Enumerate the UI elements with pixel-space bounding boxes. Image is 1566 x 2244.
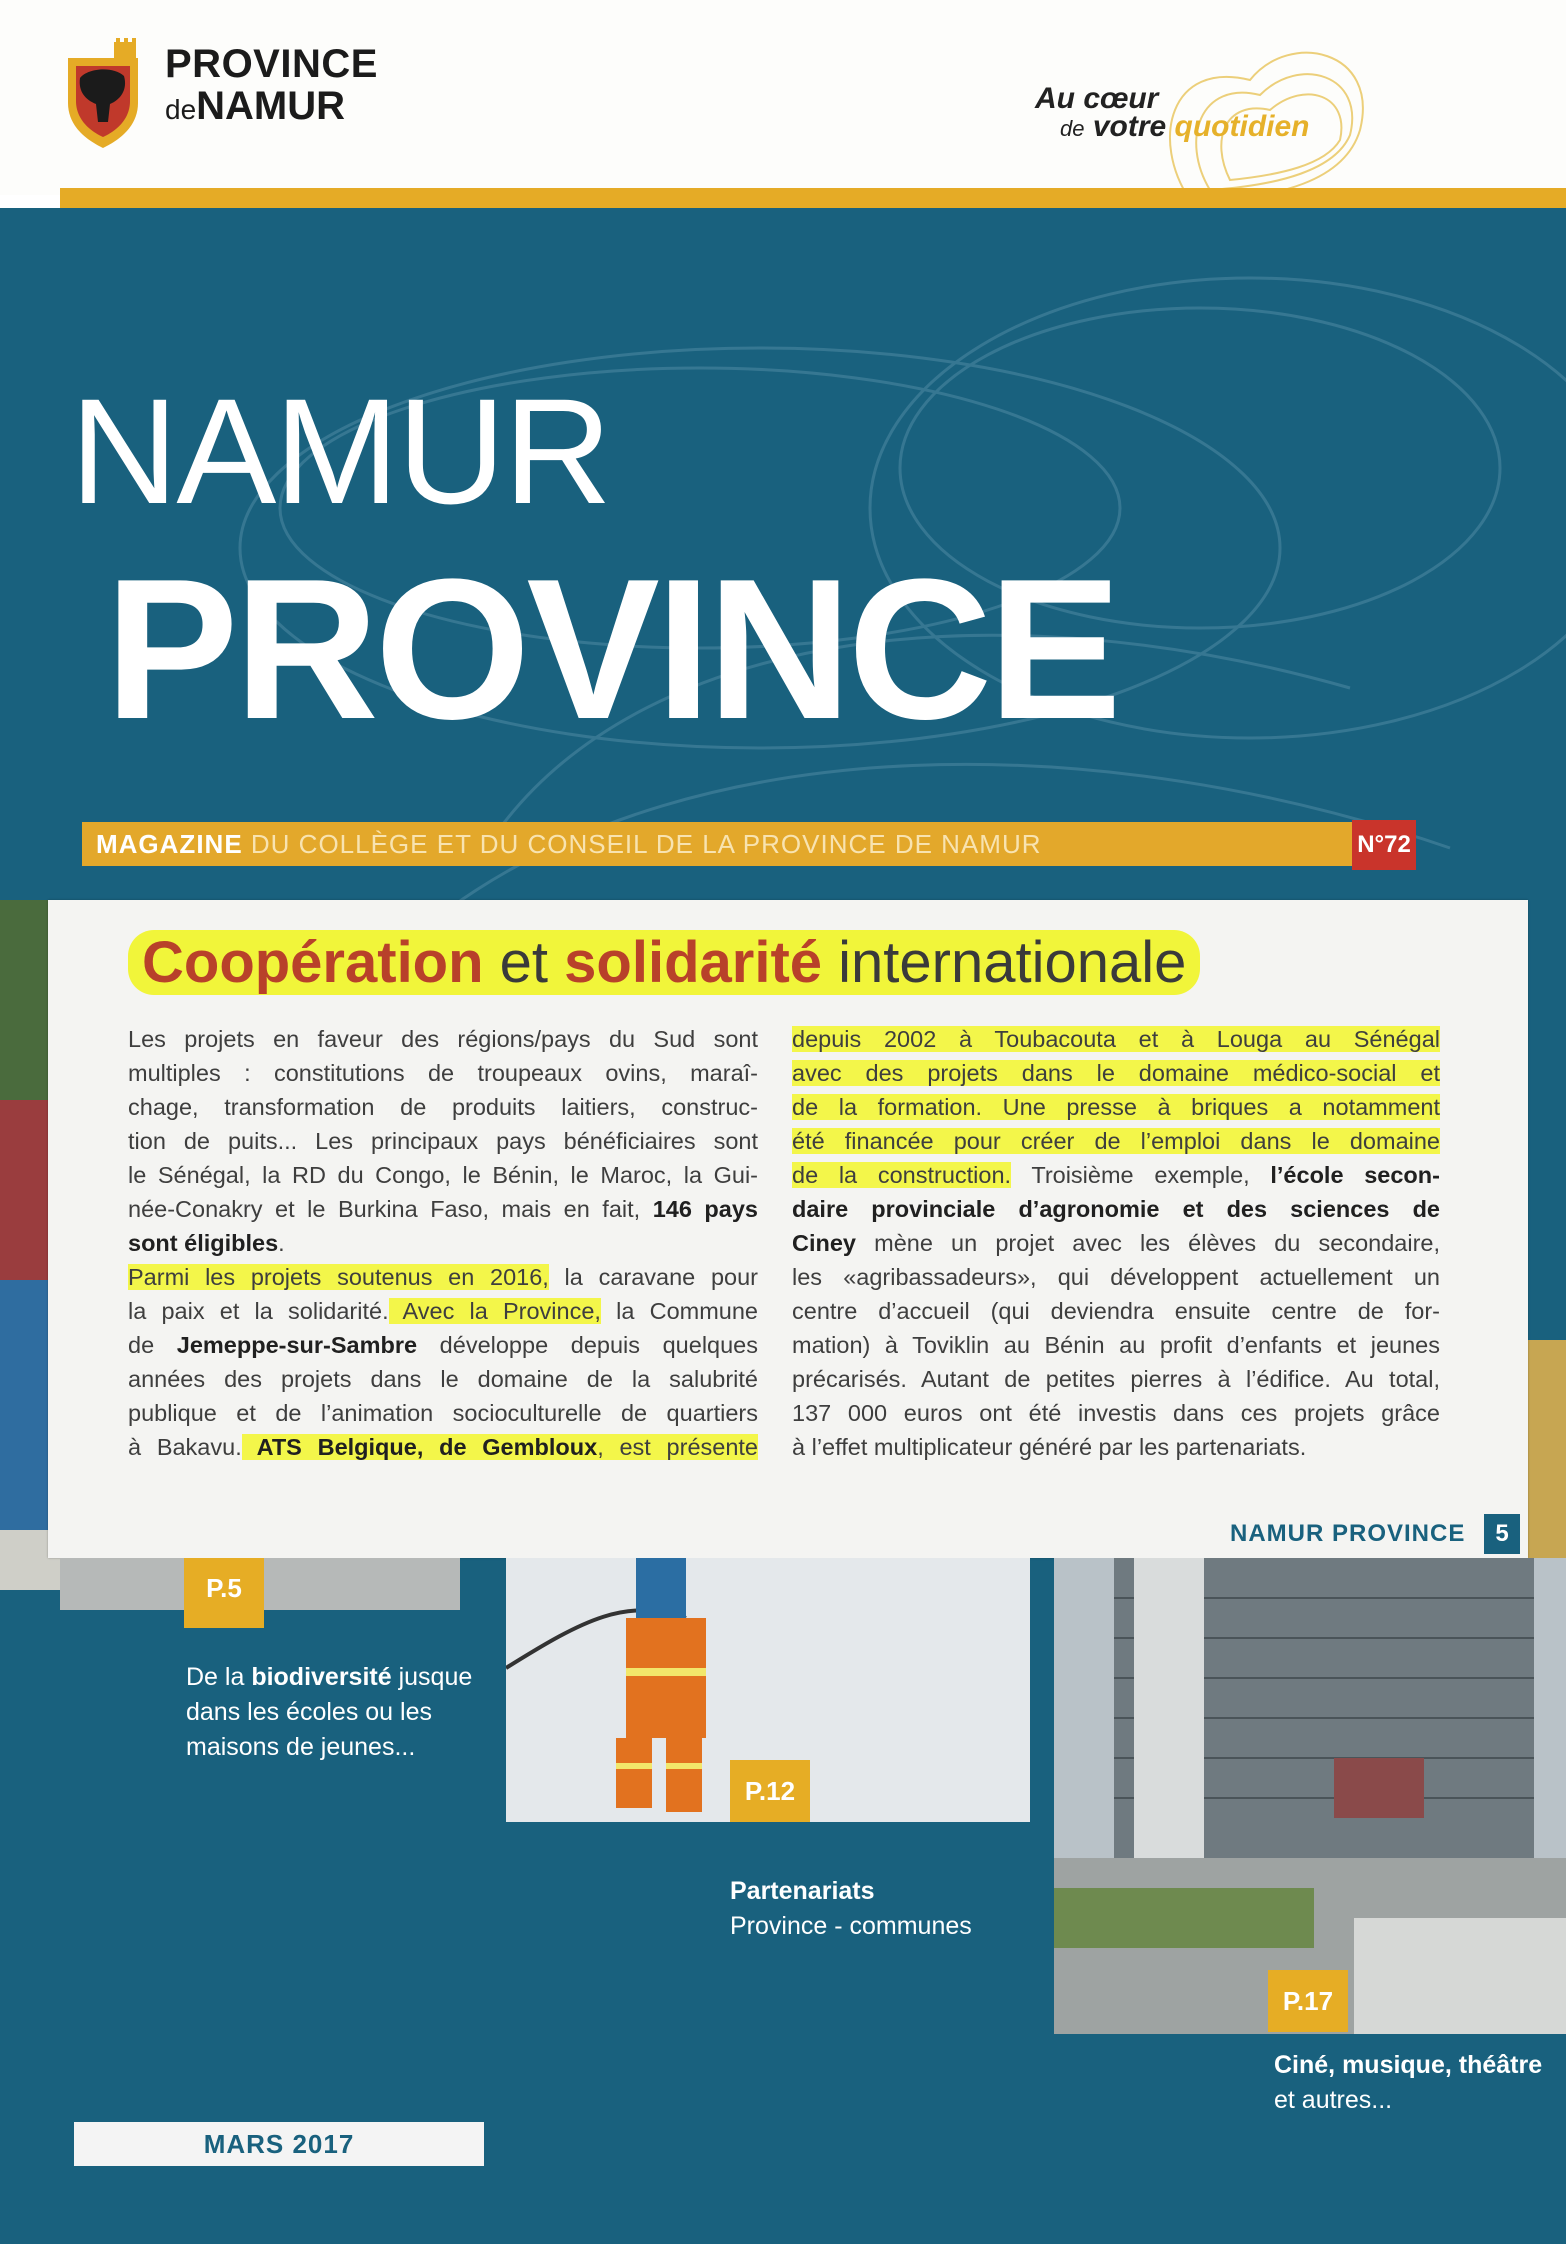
article-title-word1: Coopération xyxy=(142,930,484,995)
page-ref-badge-p12: P.12 xyxy=(730,1760,810,1822)
highlighted-run: de la formation. Une presse à briques a notamment xyxy=(792,1094,1440,1120)
text-line xyxy=(128,1260,758,1294)
text-line: les «agribassadeurs», qui développent actuellement un xyxy=(792,1264,1440,1290)
text-line: 137 000 euros ont été investis dans ces projets grâce xyxy=(792,1400,1440,1426)
teaser-text: De la xyxy=(186,1663,252,1691)
text-line xyxy=(128,1294,758,1328)
highlighted-run: avec des projets dans le domaine médico-social et xyxy=(792,1060,1440,1086)
magazine-rest: DU COLLÈGE ET DU CONSEIL DE LA PROVINCE DE NAMUR xyxy=(242,829,1042,859)
text-line xyxy=(792,1192,1440,1226)
highlighted-run: depuis 2002 à Toubacouta et à Louga au Sénégal xyxy=(792,1026,1440,1052)
teaser-text-bold: biodiversité xyxy=(251,1663,392,1691)
province-shield-logo-icon xyxy=(58,38,148,150)
text-line: centre d’accueil (qui deviendra ensuite centre de for- xyxy=(792,1298,1440,1324)
highlighted-run: Avec la Province, xyxy=(388,1298,601,1324)
text-run-bold: Ciney xyxy=(792,1230,856,1256)
text-run: née-Conakry et le Burkina Faso, mais en fait, xyxy=(128,1196,641,1222)
page-number-badge: 5 xyxy=(1484,1514,1520,1554)
text-run-bold: l’école secon- xyxy=(1270,1162,1440,1188)
text-line: Les projets en faveur des régions/pays du Sud sont xyxy=(128,1026,758,1052)
article-title-word3: solidarité xyxy=(564,930,823,995)
highlighted-run: de la construction. xyxy=(792,1162,1012,1188)
text-line: publique et de l’animation socioculturelle de quartiers xyxy=(128,1400,758,1426)
page-ref-badge-p17: P.17 xyxy=(1268,1970,1348,2032)
text-line: années des projets dans le domaine de la salubrité xyxy=(128,1366,758,1392)
cover-title-province: PROVINCE xyxy=(105,538,1118,761)
highlighted-run: , est présente xyxy=(597,1434,759,1460)
text-line xyxy=(128,1226,758,1260)
page-ref-badge-p5: P.5 xyxy=(184,1558,264,1628)
text-run: . xyxy=(278,1230,285,1256)
tagline-de: de xyxy=(1060,116,1085,141)
text-line: à l’effet multiplicateur généré par les partenariats. xyxy=(792,1434,1307,1460)
text-line xyxy=(128,1328,758,1362)
teaser-text-bold: Partenariats xyxy=(730,1877,875,1905)
logo-de: de xyxy=(165,94,197,125)
teaser-partnerships xyxy=(730,1874,990,1944)
article-footer-label: NAMUR PROVINCE xyxy=(1230,1520,1466,1547)
logo-wordmark-line1: PROVINCE xyxy=(165,42,378,86)
text-run: de xyxy=(128,1332,177,1358)
article-title xyxy=(128,930,1200,997)
text-run-bold: sont éligibles xyxy=(128,1230,279,1256)
teaser-culture xyxy=(1274,2048,1554,2118)
magazine-subtitle-band xyxy=(82,822,1372,866)
tagline-line1: Au cœur xyxy=(1035,82,1159,115)
text-run-bold: Jemeppe-sur-Sambre xyxy=(176,1332,418,1358)
building-photo xyxy=(1054,1558,1566,2034)
gold-band-divider xyxy=(60,188,1566,208)
logo-wordmark-line2 xyxy=(165,84,345,129)
text-line xyxy=(792,1158,1440,1192)
text-line xyxy=(128,1192,758,1226)
tagline-quotidien: quotidien xyxy=(1174,110,1310,143)
teaser-text: et autres... xyxy=(1274,2086,1393,2114)
text-run: la Commune xyxy=(600,1298,758,1324)
article-title-word2: et xyxy=(483,930,565,995)
text-run: la caravane pour xyxy=(548,1264,758,1290)
text-line xyxy=(792,1056,1440,1090)
article-title-word4: internationale xyxy=(822,930,1187,995)
issue-date-label: MARS 2017 xyxy=(74,2122,484,2166)
text-line xyxy=(792,1090,1440,1124)
teaser-text: jusque dans les écoles ou les maisons de jeunes... xyxy=(186,1663,473,1761)
tagline-votre: votre xyxy=(1084,110,1175,143)
text-line: mation) à Toviklin au Bénin au profit d’enfants et jeunes xyxy=(792,1332,1440,1358)
article-column-right xyxy=(792,1022,1440,1464)
text-run-bold: 146 pays xyxy=(640,1196,758,1222)
magazine-label: MAGAZINE xyxy=(96,829,243,859)
text-line: chage, transformation de produits laitiers, construc- xyxy=(128,1094,758,1120)
text-run: Troisième exemple, xyxy=(1011,1162,1271,1188)
highlighted-run: été financée pour créer de l’emploi dans le domaine xyxy=(792,1128,1440,1154)
text-line: tion de puits... Les principaux pays bénéficiaires sont xyxy=(128,1128,758,1154)
article-column-left xyxy=(128,1022,758,1464)
logo-namur: NAMUR xyxy=(196,84,346,128)
highlighted-run-bold: ATS Belgique, de Gembloux xyxy=(241,1434,598,1460)
tagline-line2 xyxy=(1060,110,1310,144)
teaser-biodiversity xyxy=(186,1660,506,1765)
text-line xyxy=(792,1124,1440,1158)
text-run: mène un projet avec les élèves du secondaire, xyxy=(856,1230,1440,1256)
cover-title-namur: NAMUR xyxy=(70,367,610,535)
text-run: à Bakavu. xyxy=(128,1434,242,1460)
text-run-bold: daire provinciale d’agronomie et des sciences de xyxy=(792,1196,1440,1222)
text-line xyxy=(792,1226,1440,1260)
teaser-text-bold: Ciné, musique, théâtre xyxy=(1274,2051,1543,2079)
text-run: développe depuis quelques xyxy=(417,1332,758,1358)
text-line: multiples : constitutions de troupeaux ovins, maraî- xyxy=(128,1060,758,1086)
highlighted-run: Parmi les projets soutenus en 2016, xyxy=(128,1264,549,1290)
issue-number-badge: N°72 xyxy=(1352,820,1416,870)
text-line: le Sénégal, la RD du Congo, le Bénin, le Maroc, la Gui- xyxy=(128,1162,758,1188)
text-line xyxy=(792,1022,1440,1056)
text-run: la paix et la solidarité. xyxy=(128,1298,389,1324)
teaser-text: Province - communes xyxy=(730,1912,972,1940)
text-line xyxy=(128,1430,758,1464)
text-line: précarisés. Autant de petites pierres à l’édifice. Au total, xyxy=(792,1366,1440,1392)
